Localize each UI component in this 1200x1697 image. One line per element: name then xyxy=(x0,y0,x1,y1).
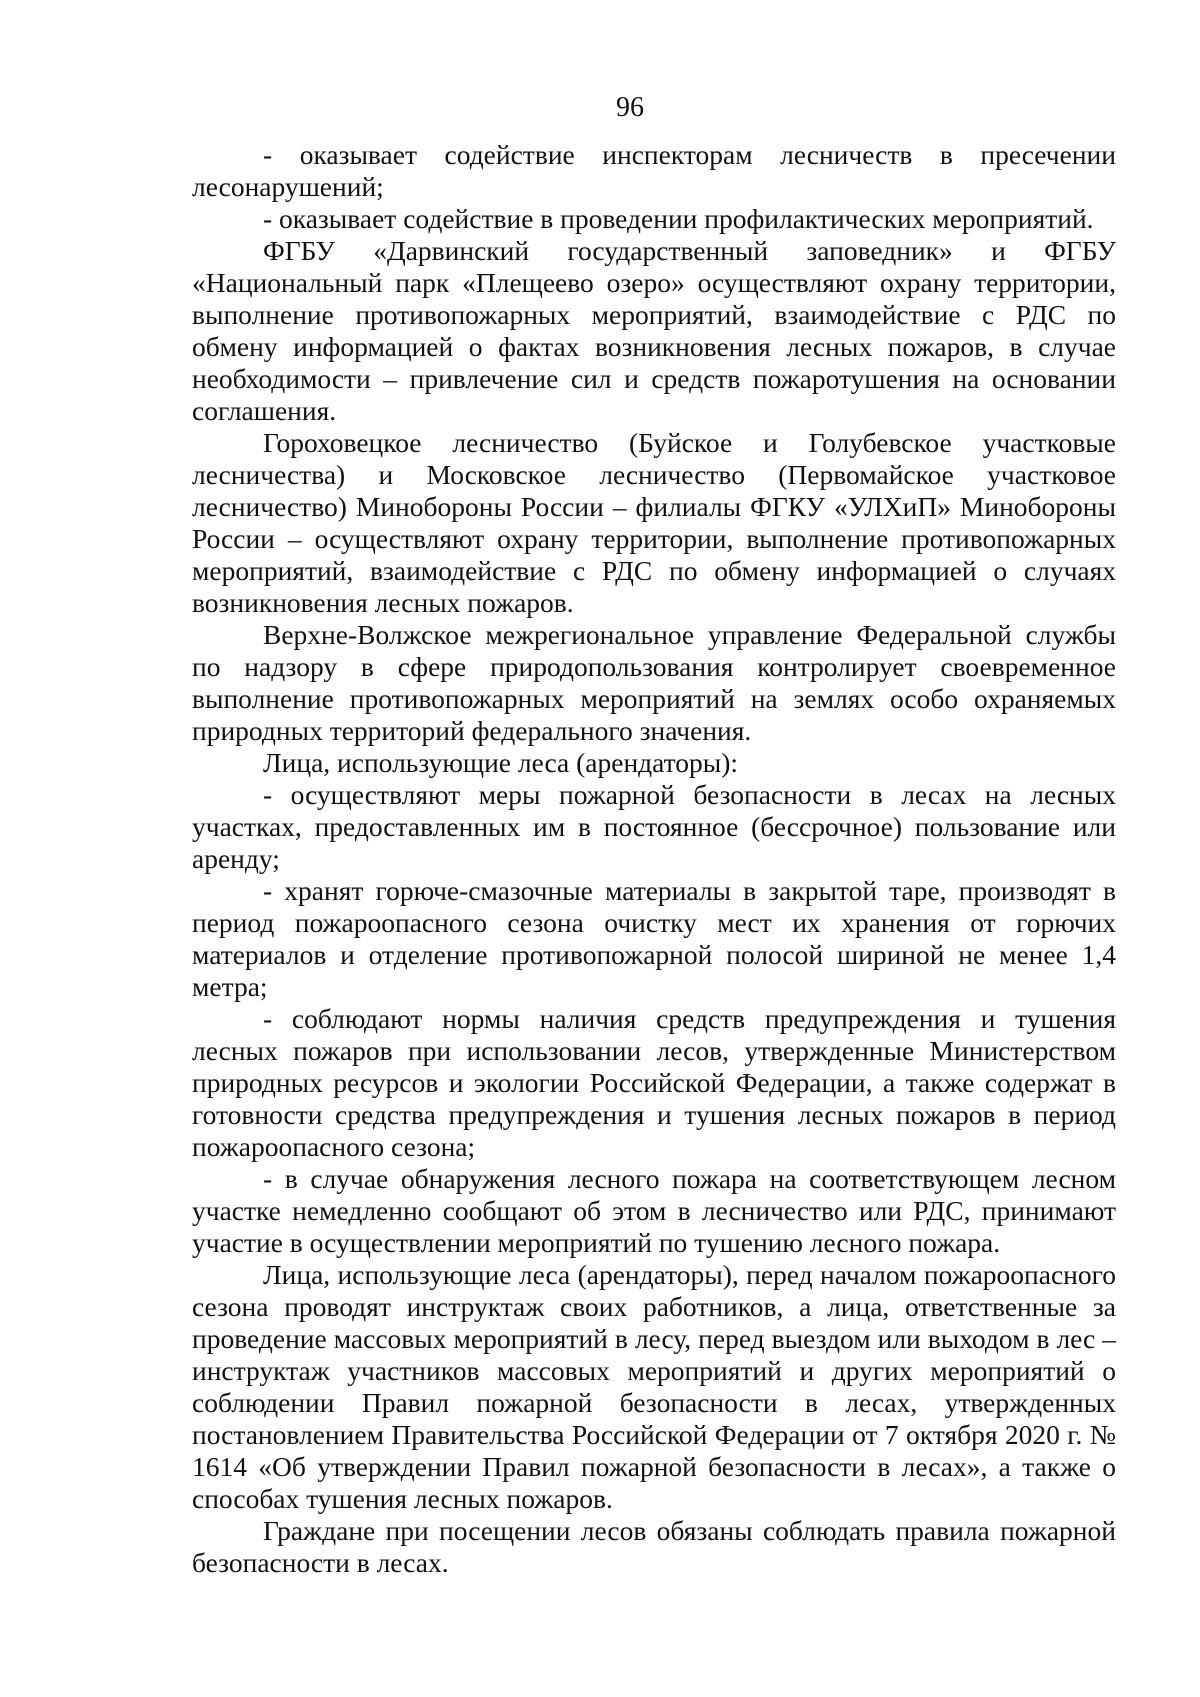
paragraph: Лица, использующие леса (арендаторы): xyxy=(263,747,739,778)
paragraph: - хранят горюче-смазочные материалы в закрытой таре, производят в период пожароопасного сезона очистку мест их хранения от горючих материалов и отделение противопожарной полосой шириной не менее 1,4 метра; xyxy=(192,875,1116,1002)
paragraph: - в случае обнаружения лесного пожара на соответствующем лесном участке немедленно сообщают об этом в лесничество или РДС, принимают участие в осуществлении мероприятий по тушению лесного пожара. xyxy=(192,1163,1116,1258)
paragraph: Лица, использующие леса (арендаторы), перед началом пожароопасного сезона проводят инструктаж своих работников, а лица, ответственные за проведение массовых мероприятий в лесу, перед выездом или выходом в лес – инструктаж участников массовых мероприятий и других мероприятий о соблюдении Правил пожарной безопасности в лесах, утвержденных постановлением Правительства Российской Федерации от 7 октября 2020 г. № 1614 «Об утверждении Правил пожарной безопасности в лесах», а также о способах тушения лесных пожаров. xyxy=(192,1259,1116,1514)
paragraph: - соблюдают нормы наличия средств предупреждения и тушения лесных пожаров при использовании лесов, утвержденные Министерством природных ресурсов и экологии Российской Федерации, а также содержат в готовности средства предупреждения и тушения лесных пожаров в период пожароопасного сезона; xyxy=(192,1003,1116,1162)
paragraph: Граждане при посещении лесов обязаны соблюдать правила пожарной безопасности в лесах. xyxy=(192,1515,1116,1578)
paragraph: ФГБУ «Дарвинский государственный заповедник» и ФГБУ «Национальный парк «Плещеево озеро» осуществляют охрану территории, выполнение противопожарных мероприятий, взаимодействие с РДС по обмену информацией о фактах возникновения лесных пожаров, в случае необходимости – привлечение сил и средств пожаротушения на основании соглашения. xyxy=(192,235,1116,426)
document-body xyxy=(192,139,1116,1579)
paragraph: - оказывает содействие в проведении профилактических мероприятий. xyxy=(263,203,1094,234)
paragraph: Верхне-Волжское межрегиональное управление Федеральной службы по надзору в сфере природопользования контролирует своевременное выполнение противопожарных мероприятий на землях особо охраняемых природных территорий федерального значения. xyxy=(192,619,1116,746)
paragraph: - оказывает содействие инспекторам лесничеств в пресечении лесонарушений; xyxy=(192,139,1116,202)
paragraph: - осуществляют меры пожарной безопасности в лесах на лесных участках, предоставленных им в постоянное (бессрочное) пользование или аренду; xyxy=(192,779,1116,874)
page-number: 96 xyxy=(616,92,644,123)
paragraph: Гороховецкое лесничество (Буйское и Голубевское участковые лесничества) и Московское лесничество (Первомайское участковое лесничество) Минобороны России – филиалы ФГКУ «УЛХиП» Минобороны России – осуществляют охрану территории, выполнение противопожарных мероприятий, взаимодействие с РДС по обмену информацией о случаях возникновения лесных пожаров. xyxy=(192,427,1116,618)
